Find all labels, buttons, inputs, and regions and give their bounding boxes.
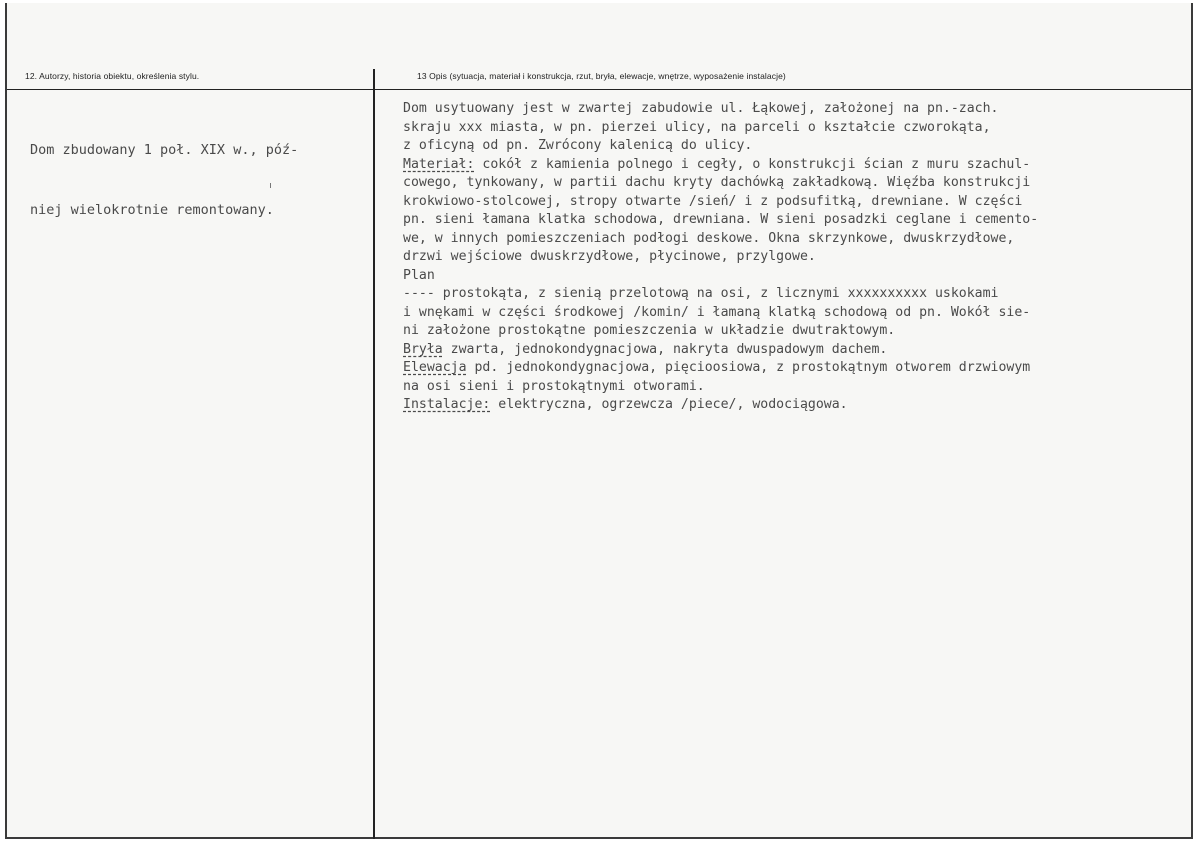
plan-underline: ----: [403, 286, 435, 301]
description-line: [403, 396, 1193, 415]
column-divider: [373, 69, 375, 839]
material-label: Materiał:: [403, 156, 475, 172]
description-text: [403, 100, 1193, 415]
history-text: [30, 100, 370, 260]
history-line: niej wielokrotnie remontowany.: [30, 202, 274, 218]
header-divider: [7, 89, 1191, 90]
stray-mark: [270, 183, 271, 188]
description-line: krokwiowo-stolcowej, stropy otwarte /sień/ i z podsufitką, drewniane. W części: [403, 193, 1023, 209]
description-line: ni założone prostokątne pomieszczenia w układzie dwutraktowym.: [403, 323, 896, 338]
archival-record-card: [5, 3, 1193, 839]
description-line: skraju xxx miasta, w pn. pierzei ulicy, na parceli o kształcie czworokąta,: [403, 119, 991, 135]
material-text: cokół z kamienia polnego i cegły, o konstrukcji ścian z muru szachul-: [474, 156, 1031, 172]
section-12-header: 12. Autorzy, historia obiektu, określenia stylu.: [25, 71, 200, 81]
description-line: [403, 285, 1193, 304]
description-line: Dom usytuowany jest w zwartej zabudowie ul. Łąkowej, założonej na pn.-zach.: [403, 101, 999, 116]
description-line: drzwi wejściowe dwuskrzydłowe, płycinowe, przylgowe.: [403, 249, 816, 264]
instalacje-text: elektryczna, ogrzewcza /piece/, wodociągowa.: [490, 397, 848, 412]
description-line: we, w innych pomieszczeniach podłogi deskowe. Okna skrzynkowe, dwuskrzydłowe,: [403, 230, 1015, 246]
elewacja-text: pd. jednokondygnacjowa, pięcioosiowa, z prostokątnym otworem drzwiowym: [466, 360, 1031, 375]
description-line: [403, 341, 1193, 360]
description-line: [403, 359, 1193, 378]
description-line: z oficyną od pn. Zwrócony kalenicą do ulicy.: [403, 138, 753, 153]
plan-text: prostokąta, z sienią przelotową na osi, z licznymi xxxxxxxxxx uskokami: [434, 286, 999, 301]
description-line: cowego, tynkowany, w partii dachu kryty dachówką zakładkową. Więźba konstrukcji: [403, 175, 1031, 190]
description-line: na osi sieni i prostokątnymi otworami.: [403, 378, 705, 394]
section-13-header: 13 Opis (sytuacja, materiał i konstrukcja, rzut, bryła, elewacje, wnętrze, wyposażenie instalacje): [417, 71, 786, 81]
bryla-label: Bryła: [403, 341, 443, 357]
description-line: [403, 156, 1193, 175]
elewacja-label: Elewacja: [403, 360, 467, 375]
description-line: i wnękami w części środkowej /komin/ i łamaną klatką schodową od pn. Wokół sie-: [403, 304, 1031, 320]
description-line: [403, 267, 1193, 286]
instalacje-label: Instalacje:: [403, 397, 491, 412]
description-line: pn. sieni łamana klatka schodowa, drewniana. W sieni posadzki ceglane i cemento-: [403, 212, 1039, 227]
bryla-text: zwarta, jednokondygnacjowa, nakryta dwuspadowym dachem.: [442, 341, 888, 357]
plan-label: Plan: [403, 267, 435, 283]
history-line: Dom zbudowany 1 poł. XIX w., póź-: [30, 142, 299, 158]
